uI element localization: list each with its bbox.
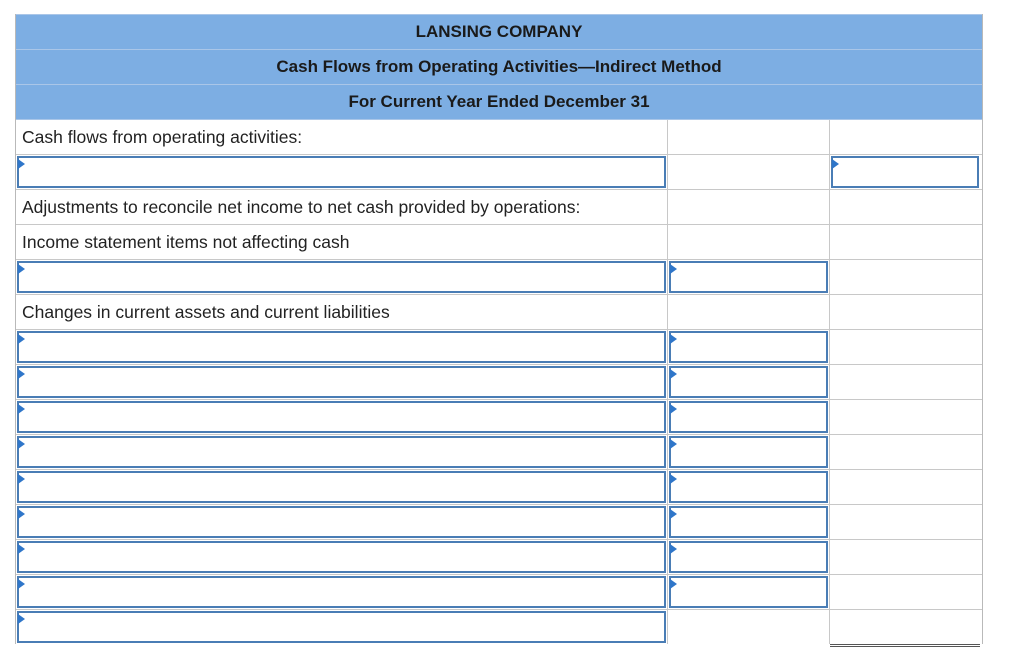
change-6-label-input[interactable] [17, 506, 666, 538]
change-8-label-input[interactable] [17, 576, 666, 608]
dropdown-marker-icon [18, 439, 25, 449]
dropdown-marker-icon [18, 614, 25, 624]
dropdown-marker-icon [670, 264, 677, 274]
row-change-1 [16, 330, 982, 365]
dropdown-marker-icon [18, 509, 25, 519]
noncash-heading-label: Income statement items not affecting cash [22, 232, 350, 252]
change-4-amount-input[interactable] [669, 436, 828, 468]
row-change-4 [16, 435, 982, 470]
row-net-income [16, 155, 982, 190]
total-label-input[interactable] [17, 611, 666, 643]
row-change-2 [16, 365, 982, 400]
dropdown-marker-icon [18, 369, 25, 379]
dropdown-marker-icon [670, 369, 677, 379]
changes-heading-label: Changes in current assets and current liabilities [22, 302, 390, 322]
row-operating-heading [16, 120, 982, 155]
row-change-3 [16, 400, 982, 435]
dropdown-marker-icon [18, 544, 25, 554]
change-5-amount-input[interactable] [669, 471, 828, 503]
change-3-label-input[interactable] [17, 401, 666, 433]
change-1-label-input[interactable] [17, 331, 666, 363]
statement-title: Cash Flows from Operating Activities—Indirect Method [16, 50, 982, 85]
dropdown-marker-icon [670, 544, 677, 554]
dropdown-marker-icon [670, 334, 677, 344]
dropdown-marker-icon [670, 439, 677, 449]
row-noncash-item [16, 260, 982, 295]
row-adjustments-heading [16, 190, 982, 225]
dropdown-marker-icon [18, 334, 25, 344]
statement-period: For Current Year Ended December 31 [16, 85, 982, 120]
noncash-amount-input[interactable] [669, 261, 828, 293]
row-change-8 [16, 575, 982, 610]
row-noncash-heading [16, 225, 982, 260]
change-2-amount-input[interactable] [669, 366, 828, 398]
change-7-amount-input[interactable] [669, 541, 828, 573]
net-income-label-input[interactable] [17, 156, 666, 188]
dropdown-marker-icon [18, 404, 25, 414]
dropdown-marker-icon [670, 404, 677, 414]
dropdown-marker-icon [18, 474, 25, 484]
dropdown-marker-icon [18, 159, 25, 169]
cash-flow-worksheet [15, 14, 983, 644]
change-6-amount-input[interactable] [669, 506, 828, 538]
row-changes-heading [16, 295, 982, 330]
change-3-amount-input[interactable] [669, 401, 828, 433]
total-double-underline [830, 610, 980, 644]
change-2-label-input[interactable] [17, 366, 666, 398]
row-total [16, 610, 982, 644]
dropdown-marker-icon [18, 579, 25, 589]
dropdown-marker-icon [18, 264, 25, 274]
change-7-label-input[interactable] [17, 541, 666, 573]
adjustments-heading-label: Adjustments to reconcile net income to net cash provided by operations: [22, 197, 581, 217]
dropdown-marker-icon [832, 159, 839, 169]
net-income-amount-input[interactable] [831, 156, 979, 188]
operating-heading-label: Cash flows from operating activities: [22, 127, 303, 147]
row-change-6 [16, 505, 982, 540]
dropdown-marker-icon [670, 509, 677, 519]
change-1-amount-input[interactable] [669, 331, 828, 363]
row-change-7 [16, 540, 982, 575]
row-change-5 [16, 470, 982, 505]
change-8-amount-input[interactable] [669, 576, 828, 608]
dropdown-marker-icon [670, 474, 677, 484]
change-4-label-input[interactable] [17, 436, 666, 468]
dropdown-marker-icon [670, 579, 677, 589]
noncash-label-input[interactable] [17, 261, 666, 293]
change-5-label-input[interactable] [17, 471, 666, 503]
company-name: LANSING COMPANY [16, 14, 982, 50]
